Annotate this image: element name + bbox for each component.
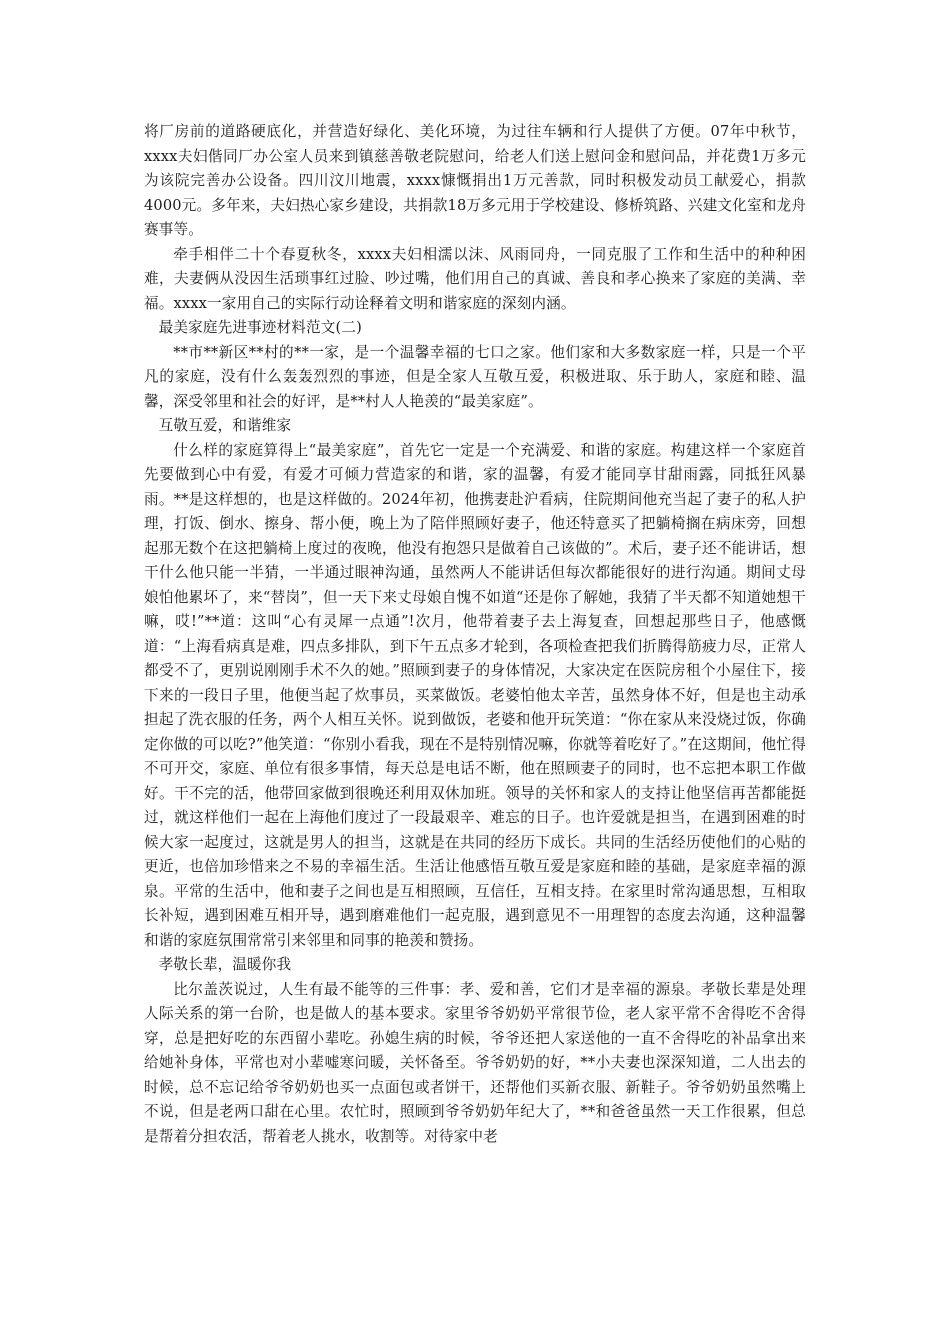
paragraph-filial-piety: 比尔盖茨说过，人生有最不能等的三件事：孝、爱和善，它们才是幸福的源泉。孝敬长辈是处理人际关系的第一台阶，也是做人的基本要求。家里爷爷奶奶平常很节俭，老人家平常不舍得吃不舍得穿，总是把好吃的东西留小辈吃。孙媳生病的时候，爷爷还把人家送他的一直不舍得吃的补品拿出来给她补身体，平常也对小辈嘘寒问暖，关怀备至。爷爷奶奶的好，**小夫妻也深深知道，二人出去的时候，总不忘记给爷爷奶奶也买一点面包或者饼干，还帮他们买新衣服、新鞋子。爷爷奶奶虽然嘴上不说，但是老两口甜在心里。农忙时，照顾到爷爷奶奶年纪大了，**和爸爸虽然一天工作很累，但总是帮着分担农活，帮着老人挑水，收割等。对待家中老 [144,980,806,1145]
paragraph-companionship: 牵手相伴二十个春夏秋冬，xxxx夫妇相濡以沫、风雨同舟，一同克服了工作和生活中的种种困难，夫妻俩从没因生活琐事红过脸、吵过嘴，他们用自己的真诚、善良和孝心换来了家庭的美满、幸福。xxxx一家用自己的实际行动诠释着文明和谐家庭的深刻内涵。 [144,245,806,312]
paragraph-family-intro: **市**新区**村的**一家，是一个温馨幸福的七口之家。他们家和大多数家庭一样，只是一个平凡的家庭，没有什么轰轰烈烈的事迹，但是全家人互敬互爱，积极进取、乐于助人，家庭和睦、温馨，深受邻里和社会的好评，是**村人人艳羡的“最美家庭”。 [144,343,806,410]
document-page [144,120,806,1149]
paragraph-mutual-respect: 什么样的家庭算得上“最美家庭”，首先它一定是一个充满爱、和谐的家庭。构建这样一个家庭首先要做到心中有爱，有爱才可倾力营造家的和谐，家的温馨，有爱才能同享甘甜雨露，同抵狂风暴雨。**是这样想的，也是这样做的。2024年初，他携妻赴沪看病，住院期间他充当起了妻子的私人护理，打饭、倒水、擦身、帮小便，晚上为了陪伴照顾好妻子，他还特意买了把躺椅搁在病床旁，回想起那无数个在这把躺椅上度过的夜晚，他没有抱怨只是做着自己该做的”。术后，妻子还不能讲话，想干什么他只能一半猜，一半通过眼神沟通，虽然两人不能讲话但每次都能很好的进行沟通。期间丈母娘怕他累坏了，来“替岗”，但一天下来丈母娘自愧不如道“还是你了解她，我猜了半天都不知道她想干嘛，哎!”**道：这叫“心有灵犀一点通”!次月，他带着妻子去上海复查，回想起那些日子，他感慨道：“上海看病真是难，四点多排队，到下午五点多才轮到，各项检查把我们折腾得筋疲力尽，正常人都受不了，更别说刚刚手术不久的她。”照顾到妻子的身体情况，大家决定在医院房租个小屋住下，接下来的一段日子里，他便当起了炊事员，买菜做饭。老婆怕他太辛苦，虽然身体不好，但是也主动承担起了洗衣服的任务，两个人相互关怀。说到做饭，老婆和他开玩笑道：“你在家从来没烧过饭，你确定你做的可以吃?”他笑道：“你别小看我，现在不是特别情况嘛，你就等着吃好了。”在这期间，他忙得不可开交，家庭、单位有很多事情，每天总是电话不断，他在照顾妻子的同时，也不忘把本职工作做好。干不完的活，他带回家做到很晚还利用双休加班。领导的关怀和家人的支持让他坚信再苦都能挺过，就这样他们一起在上海他们度过了一段最艰辛、难忘的日子。也许爱就是担当，在遇到困难的时候大家一起度过，这就是男人的担当，这就是在共同的经历下成长。共同的生活经历使他们的心贴的更近，也倍加珍惜来之不易的幸福生活。生活让他感悟互敬互爱是家庭和睦的基础，是家庭幸福的源泉。平常的生活中，他和妻子之间也是互相照顾，互信任，互相支持。在家里时常沟通思想，互相取长补短，遇到困难互相开导，遇到磨难他们一起克服，遇到意见不一用理智的态度去沟通，这种温馨和谐的家庭氛围常常引来邻里和同事的艳羡和赞扬。 [144,441,806,949]
section-title-sample-two: 最美家庭先进事迹材料范文(二) [158,319,362,336]
subheading-mutual-respect: 互敬互爱，和谐维家 [158,417,292,434]
paragraph-donations: 将厂房前的道路硬底化，并营造好绿化、美化环境，为过往车辆和行人提供了方便。07年中秋节，xxxx夫妇偕同厂办公室人员来到镇慈善敬老院慰问，给老人们送上慰问金和慰问品，并花费1万多元为该院完善办公设备。四川汶川地震，xxxx慷慨捐出1万元善款，同时积极发动员工献爱心，捐款4000元。多年来，夫妇热心家乡建设，共捐款18万多元用于学校建设、修桥筑路、兴建文化室和龙舟赛事等。 [144,123,806,238]
subheading-filial-piety: 孝敬长辈，温暖你我 [158,956,292,973]
